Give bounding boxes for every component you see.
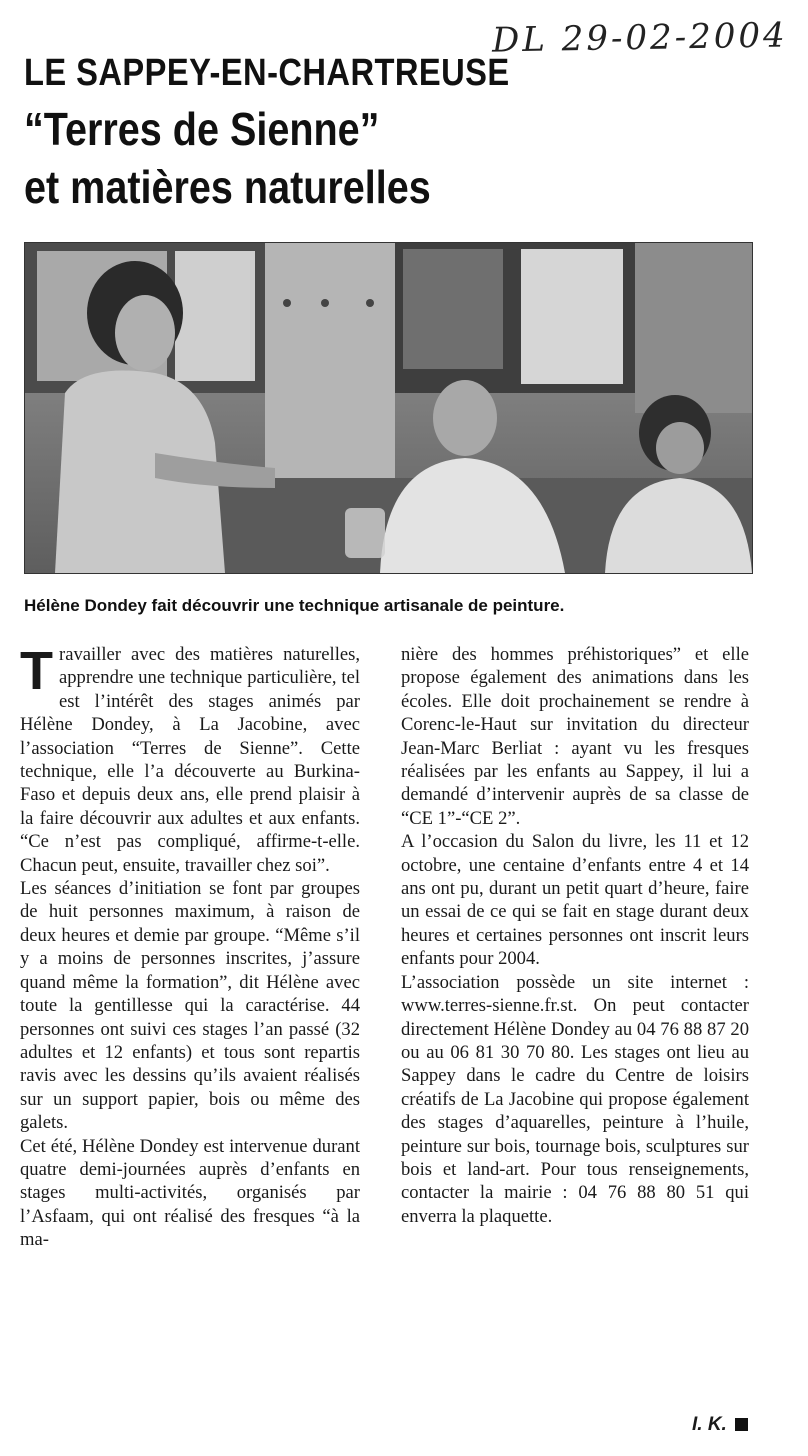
article-photo	[24, 242, 753, 574]
end-mark-icon	[735, 1418, 748, 1431]
headline	[24, 100, 431, 216]
paragraph: L’association possède un site internet : www.terres-sienne.fr.st. On peut contacter directement Hélène Dondey au 04 76 88 87 20 ou au 06 81 30 70 80. Les stages ont lieu au Sappey dans le cadre du Centre de loisirs créatifs de La Jacobine qui propose également des stages d’aquarelles, peinture à l’huile, peinture sur bois, tournage bois, sculptures sur bois et land-art. Pour tous renseignements, contacter la mairie : 04 76 88 80 51 qui enverra la plaquette.	[401, 971, 749, 1227]
location-kicker: LE SAPPEY-EN-CHARTREUSE	[24, 52, 510, 94]
author-initials: I. K.	[692, 1414, 727, 1435]
photo-caption: Hélène Dondey fait découvrir une technique artisanale de peinture.	[24, 596, 565, 615]
drop-cap: T	[20, 641, 53, 701]
article-column-right	[401, 643, 749, 1228]
article-column-left	[20, 643, 360, 1252]
paragraph: Les séances d’initiation se font par groupes de huit personnes maximum, à raison de deux heures et demie par groupe. “Même s’il y a moins de personnes inscrites, j’assure quand même la formation”, dit Hélène avec toute la gentillesse qui la caractérise. 44 personnes ont suivi ces stages l’an passé (32 adultes et 12 enfants) et tous sont repartis ravis avec les dessins qu’ils avaient réalisés sur un support papier, bois ou même des galets.	[20, 878, 360, 1134]
man-head	[433, 380, 497, 456]
paragraph: nière des hommes préhistoriques” et elle propose également des animations dans les écoles. Elle doit prochainement se rendre à Corenc-le-Haut sur invitation du directeur Jean-Marc Berliat : ayant vu les fresques réalisées par les enfants au Sappey, il lui a demandé d’intervenir auprès de sa classe de “CE 1”-“CE 2”.	[401, 644, 749, 829]
author-signoff	[692, 1414, 748, 1436]
headline-line-2: et matières naturelles	[24, 161, 431, 213]
photo-illustration	[25, 243, 752, 573]
paragraph: A l’occasion du Salon du livre, les 11 et 12 octobre, une centaine d’enfants entre 4 et 14 ans ont pu, durant un petit quart d’heure, faire un essai de ce qui se fait en stage durant deux heures et certaines personnes ont inscrit leurs enfants pour 2004.	[401, 831, 749, 970]
handwritten-date: DL 29-02-2004	[491, 15, 789, 61]
headline-line-1: “Terres de Sienne”	[24, 103, 380, 155]
paragraph: ravailler avec des matières naturelles, apprendre une technique particulière, tel est l’intérêt des stages animés par Hélène Dondey, à La Jacobine, avec l’association “Terres de Sienne”. Cette technique, elle l’a découverte au Burkina-Faso et depuis deux ans, elle prend plaisir à la faire découvrir aux adultes et aux enfants. “Ce n’est pas compliqué, affirme-t-elle. Chacun peut, ensuite, travailler chez soi”.	[20, 644, 360, 876]
paragraph: Cet été, Hélène Dondey est intervenue durant quatre demi-journées auprès d’enfants en stages multi-activités, organisés par l’Asfaam, qui ont réalisé des fresques “à la ma-	[20, 1135, 360, 1251]
